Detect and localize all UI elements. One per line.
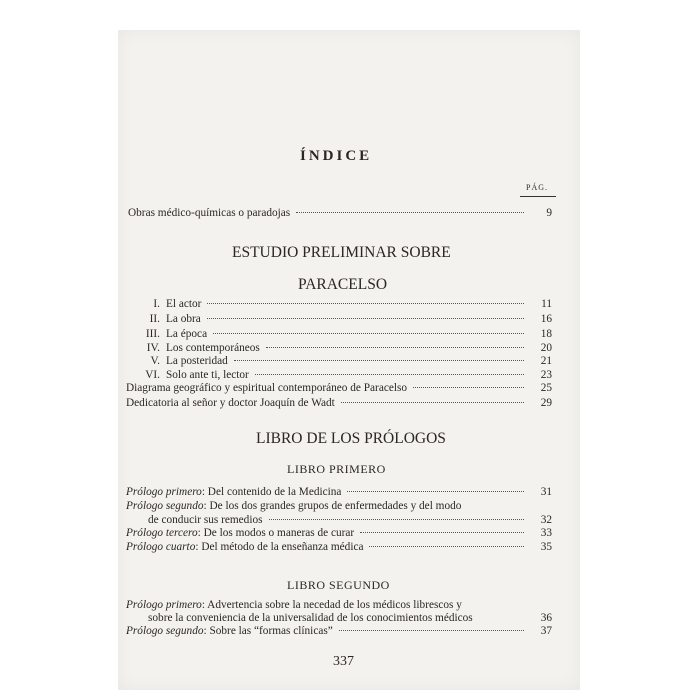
entry-label: Prólogo primero: Del contenido de la Medicina: [126, 486, 342, 498]
leader-dots: [207, 302, 524, 304]
entry-page: 35: [540, 541, 552, 553]
entry-number: II.: [149, 313, 160, 325]
entry-label: Los contemporáneos: [166, 342, 260, 354]
entry-number: IV.: [146, 342, 160, 354]
entry-prefix: Prólogo cuarto: [126, 541, 196, 553]
leader-dots: [213, 332, 524, 334]
leader-dots: [347, 490, 524, 492]
toc-entry: [126, 527, 552, 539]
entry-prefix: Prólogo segundo: [126, 500, 204, 512]
entry-number: I.: [153, 298, 160, 310]
toc-entry-dedication: [126, 397, 552, 409]
leader-dots: [360, 531, 524, 533]
leader-dots: [207, 317, 524, 319]
leader-dots: [296, 211, 524, 213]
entry-page: 23: [540, 369, 552, 381]
entry-number: V.: [150, 355, 160, 367]
entry-label: de conducir sus remedios: [148, 514, 263, 526]
toc-entry-continuation: [148, 514, 552, 526]
section-heading: ESTUDIO PRELIMINAR SOBRE: [232, 244, 451, 261]
entry-label: La posteridad: [166, 355, 228, 367]
entry-page: 20: [540, 342, 552, 354]
entry-label: La obra: [166, 313, 201, 325]
toc-entry-line: [126, 599, 462, 611]
entry-label: Prólogo cuarto: Del método de la enseñanza médica: [126, 541, 364, 553]
entry-page: 18: [540, 328, 552, 340]
toc-entry: [120, 313, 552, 325]
entry-label: : De los dos grandes grupos de enfermedades y del modo: [203, 500, 462, 512]
toc-entry: [126, 541, 552, 553]
entry-number: VI.: [145, 369, 160, 381]
toc-entry: [120, 369, 552, 381]
page-column-rule: [520, 196, 556, 197]
entry-number: III.: [145, 328, 160, 340]
toc-entry: [126, 625, 552, 637]
entry-label: El actor: [166, 298, 202, 310]
entry-prefix: Prólogo primero: [126, 599, 202, 611]
entry-page: 21: [540, 355, 552, 367]
subsection-heading: LIBRO PRIMERO: [287, 462, 386, 476]
entry-label: Prólogo tercero: De los modos o maneras de curar: [126, 527, 355, 539]
toc-entry-diagram: [126, 382, 552, 394]
entry-label: : Advertencia sobre la necedad de los médicos librescos y: [201, 599, 462, 611]
entry-prefix: Prólogo primero: [126, 486, 202, 498]
toc-entry: [120, 328, 552, 340]
toc-entry-line: [126, 500, 461, 512]
entry-label: Obras médico-químicas o paradojas: [128, 207, 291, 219]
page-title: ÍNDICE: [300, 148, 373, 164]
toc-entry: [120, 355, 552, 367]
entry-page: 31: [540, 486, 552, 498]
toc-entry-continuation: [148, 612, 552, 624]
toc-entry: [126, 486, 552, 498]
entry-page: 16: [540, 313, 552, 325]
entry-prefix: Prólogo segundo: [126, 625, 204, 637]
page-column-label: PÁG.: [526, 183, 549, 192]
leader-dots: [266, 346, 524, 348]
leader-dots: [339, 629, 524, 631]
entry-page: 29: [540, 397, 552, 409]
entry-label: Dedicatoria al señor y doctor Joaquín de Wadt: [126, 397, 335, 409]
entry-label: La época: [166, 328, 208, 340]
subsection-heading: LIBRO SEGUNDO: [287, 578, 390, 592]
entry-page: 37: [540, 625, 552, 637]
leader-dots: [255, 373, 524, 375]
toc-entry: [120, 298, 552, 310]
entry-page: 25: [540, 382, 552, 394]
leader-dots: [269, 518, 524, 520]
entry-page: 32: [540, 514, 552, 526]
leader-dots: [341, 401, 524, 403]
toc-entry-intro: [128, 207, 552, 219]
page-number: 337: [333, 654, 354, 669]
leader-dots: [413, 386, 524, 388]
entry-page: 9: [546, 207, 552, 219]
entry-label: sobre la conveniencia de la universalidad de los conocimientos médicos: [148, 612, 473, 624]
section-heading: LIBRO DE LOS PRÓLOGOS: [256, 430, 446, 447]
entry-page: 11: [541, 298, 552, 310]
entry-page: 33: [540, 527, 552, 539]
section-subheading: PARACELSO: [298, 276, 388, 293]
entry-prefix: Prólogo tercero: [126, 527, 198, 539]
leader-dots: [369, 545, 524, 547]
toc-entry: [120, 342, 552, 354]
leader-dots: [234, 359, 524, 361]
entry-label: Solo ante ti, lector: [166, 369, 249, 381]
entry-page: 36: [540, 612, 552, 624]
entry-label: Prólogo segundo: Sobre las “formas clínicas”: [126, 625, 333, 637]
entry-label: Diagrama geográfico y espiritual contemporáneo de Paracelso: [126, 382, 408, 394]
